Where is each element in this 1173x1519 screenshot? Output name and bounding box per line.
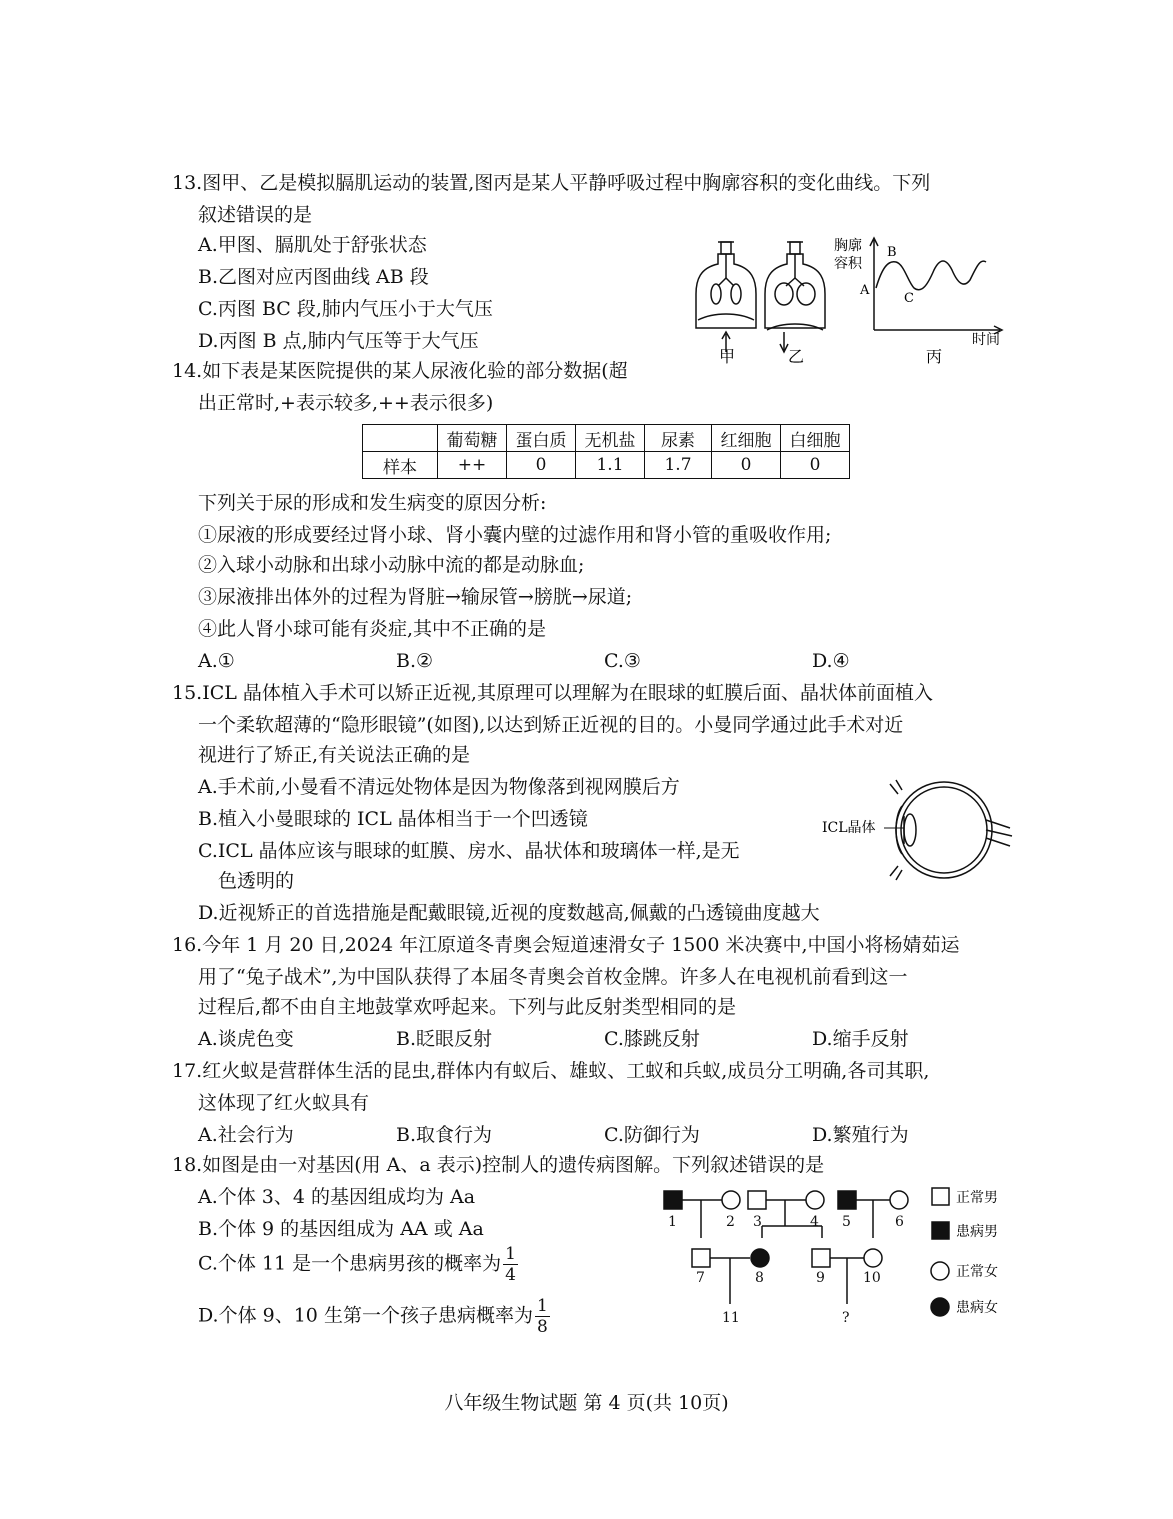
legend-affected-female-icon — [931, 1298, 949, 1316]
table-cell: 0 — [507, 452, 576, 479]
table-header-cell: 红细胞 — [712, 425, 781, 452]
q14-item-3: ③尿液排出体外的过程为肾脏→输尿管→膀胱→尿道; — [198, 586, 633, 608]
q16-option-c: C.膝跳反射 — [604, 1028, 700, 1050]
curve-ylabel-1: 胸廓 — [834, 238, 862, 254]
q17-option-a: A.社会行为 — [198, 1124, 294, 1146]
q14-item-1: ①尿液的形成要经过肾小球、肾小囊内壁的过滤作用和肾小管的重吸收作用; — [198, 524, 832, 546]
individual-8-affected-female — [751, 1249, 769, 1267]
urine-test-table — [362, 424, 850, 479]
legend-affected-male: 患病男 — [956, 1224, 998, 1240]
curve-point-b: B — [887, 245, 897, 260]
q15-option-d: D.近视矫正的首选措施是配戴眼镜,近视的度数越高,佩戴的凸透镜曲度越大 — [198, 902, 820, 924]
legend-normal-male-icon — [932, 1188, 949, 1205]
legend-normal-male: 正常男 — [956, 1190, 998, 1206]
pedigree-id: 1 — [668, 1214, 677, 1230]
curve-point-a: A — [860, 283, 870, 298]
q17-option-d: D.繁殖行为 — [812, 1124, 909, 1146]
q13-option-d: D.丙图 B 点,肺内气压等于大气压 — [198, 330, 479, 352]
pedigree-id: 9 — [816, 1270, 825, 1286]
q16-stem-line1: 16.今年 1 月 20 日,2024 年江原道冬青奥会短道速滑女子 1500 米决赛中,中国小将杨婧茹运 — [172, 934, 960, 956]
pedigree-id: ? — [842, 1310, 850, 1326]
label-bing: 丙 — [926, 347, 943, 366]
q13-option-b: B.乙图对应丙图曲线 AB 段 — [198, 266, 429, 288]
q14-stem-line2: 出正常时,+表示较多,++表示很多) — [198, 392, 494, 414]
table-cell: 0 — [781, 452, 850, 479]
q16-option-b: B.眨眼反射 — [396, 1028, 493, 1050]
pedigree-id: 11 — [722, 1310, 740, 1326]
q15-stem-line2: 一个柔软超薄的“隐形眼镜”(如图),以达到矫正近视的目的。小曼同学通过此手术对近 — [198, 714, 904, 736]
fraction-denominator: 4 — [505, 1265, 516, 1285]
fraction-numerator: 1 — [505, 1244, 516, 1264]
table-header-cell: 葡萄糖 — [438, 425, 507, 452]
q13-option-a: A.甲图、膈肌处于舒张状态 — [198, 234, 427, 256]
q14-item-4: ④此人肾小球可能有炎症,其中不正确的是 — [198, 618, 547, 640]
table-cell: 1.7 — [645, 452, 712, 479]
table-header-cell: 无机盐 — [576, 425, 645, 452]
icl-label: ICL晶体 — [822, 820, 876, 836]
q18-option-d — [198, 1296, 550, 1337]
pedigree-id: 10 — [863, 1270, 881, 1286]
fraction-numerator: 1 — [536, 1296, 548, 1316]
q16-option-a: A.谈虎色变 — [198, 1028, 294, 1050]
table-header-row — [363, 425, 850, 452]
bell-jar-yi — [765, 242, 825, 352]
q16-stem-line3: 过程后,都不由自主地鼓掌欢呼起来。下列与此反射类型相同的是 — [198, 996, 737, 1018]
label-yi: 乙 — [788, 347, 805, 366]
q17-option-c: C.防御行为 — [604, 1124, 700, 1146]
q15-option-c: C.ICL 晶体应该与眼球的虹膜、房水、晶状体和玻璃体一样,是无 — [198, 840, 740, 862]
q14-option-a: A.① — [198, 650, 235, 672]
individual-1-affected-male — [664, 1191, 682, 1209]
q13-stem-line2: 叙述错误的是 — [198, 204, 313, 226]
q14-option-d: D.④ — [812, 650, 850, 672]
pedigree-id: 3 — [753, 1214, 762, 1230]
pedigree-id: 5 — [842, 1214, 851, 1230]
curve-xlabel: 时间 — [972, 332, 1000, 348]
fraction-one-quarter — [503, 1244, 518, 1285]
eyeball-icon — [890, 780, 1012, 880]
q14-item-2: ②入球小动脉和出球小动脉中流的都是动脉血; — [198, 554, 585, 576]
q17-option-b: B.取食行为 — [396, 1124, 493, 1146]
q18-option-d-text: D.个体 9、10 生第一个孩子患病概率为 — [198, 1304, 533, 1327]
q18-option-a: A.个体 3、4 的基因组成均为 Aa — [198, 1186, 476, 1208]
q14-option-b: B.② — [396, 650, 434, 672]
pedigree-id: 2 — [726, 1214, 735, 1230]
q18-stem: 18.如图是由一对基因(用 A、a 表示)控制人的遗传病图解。下列叙述错误的是 — [172, 1154, 825, 1176]
table-cell: 1.1 — [576, 452, 645, 479]
q17-stem-line1: 17.红火蚁是营群体生活的昆虫,群体内有蚁后、雄蚁、工蚁和兵蚁,成员分工明确,各司其职, — [172, 1060, 930, 1082]
q13-option-c: C.丙图 BC 段,肺内气压小于大气压 — [198, 298, 493, 320]
table-cell: ++ — [438, 452, 507, 479]
legend-affected-male-icon — [932, 1222, 949, 1239]
table-header-cell — [363, 425, 438, 452]
q16-stem-line2: 用了“兔子战术”,为中国队获得了本届冬青奥会首枚金牌。许多人在电视机前看到这一 — [198, 966, 908, 988]
q14-stem-line1: 14.如下表是某医院提供的某人尿液化验的部分数据(超 — [172, 360, 628, 382]
bell-jar-jia — [696, 242, 756, 352]
individual-2-normal-female — [722, 1191, 740, 1209]
individual-3-normal-male — [748, 1191, 766, 1209]
q14-intro: 下列关于尿的形成和发生病变的原因分析: — [198, 492, 547, 514]
pedigree-id: 8 — [755, 1270, 764, 1286]
legend-affected-female: 患病女 — [956, 1300, 998, 1316]
individual-7-normal-male — [692, 1249, 710, 1267]
q15-option-c-cont: 色透明的 — [218, 870, 295, 892]
q18-option-c — [198, 1244, 518, 1285]
pedigree-id: 6 — [895, 1214, 904, 1230]
label-jia: 甲 — [719, 347, 736, 366]
pedigree-chart — [652, 1180, 1012, 1330]
individual-5-affected-male — [838, 1191, 856, 1209]
fraction-one-eighth — [535, 1296, 550, 1337]
q17-stem-line2: 这体现了红火蚁具有 — [198, 1092, 370, 1114]
curve-point-c: C — [904, 291, 914, 306]
q15-option-a: A.手术前,小曼看不清远处物体是因为物像落到视网膜后方 — [198, 776, 680, 798]
table-header-cell: 尿素 — [645, 425, 712, 452]
legend-normal-female-icon — [931, 1262, 949, 1280]
q13-figure — [690, 228, 1020, 373]
q15-stem-line1: 15.ICL 晶体植入手术可以矫正近视,其原理可以理解为在眼球的虹膜后面、晶状体前面植入 — [172, 682, 933, 704]
table-header-cell: 蛋白质 — [507, 425, 576, 452]
fraction-denominator: 8 — [536, 1317, 548, 1337]
curve-ylabel-2: 容积 — [834, 256, 862, 272]
pedigree-lines — [680, 1200, 890, 1304]
individual-9-normal-male — [812, 1249, 830, 1267]
individual-6-normal-female — [890, 1191, 908, 1209]
q15-stem-line3: 视进行了矫正,有关说法正确的是 — [198, 744, 471, 766]
q14-option-c: C.③ — [604, 650, 641, 672]
table-cell: 样本 — [363, 452, 438, 479]
legend-normal-female: 正常女 — [956, 1264, 998, 1280]
pedigree-id: 4 — [810, 1214, 819, 1230]
individual-4-normal-female — [806, 1191, 824, 1209]
table-header-cell: 白细胞 — [781, 425, 850, 452]
q16-option-d: D.缩手反射 — [812, 1028, 909, 1050]
table-cell: 0 — [712, 452, 781, 479]
eye-figure — [820, 770, 1016, 890]
pedigree-id: 7 — [696, 1270, 705, 1286]
q13-stem-line1: 13.图甲、乙是模拟膈肌运动的装置,图丙是某人平静呼吸过程中胸廓容积的变化曲线。下列 — [172, 172, 931, 194]
q18-option-c-text: C.个体 11 是一个患病男孩的概率为 — [198, 1252, 502, 1275]
table-row — [363, 452, 850, 479]
q15-option-b: B.植入小曼眼球的 ICL 晶体相当于一个凹透镜 — [198, 808, 588, 830]
q18-option-b: B.个体 9 的基因组成为 AA 或 Aa — [198, 1218, 484, 1240]
individual-10-normal-female — [864, 1249, 882, 1267]
page-footer: 八年级生物试题 第 4 页(共 10页) — [444, 1392, 729, 1414]
